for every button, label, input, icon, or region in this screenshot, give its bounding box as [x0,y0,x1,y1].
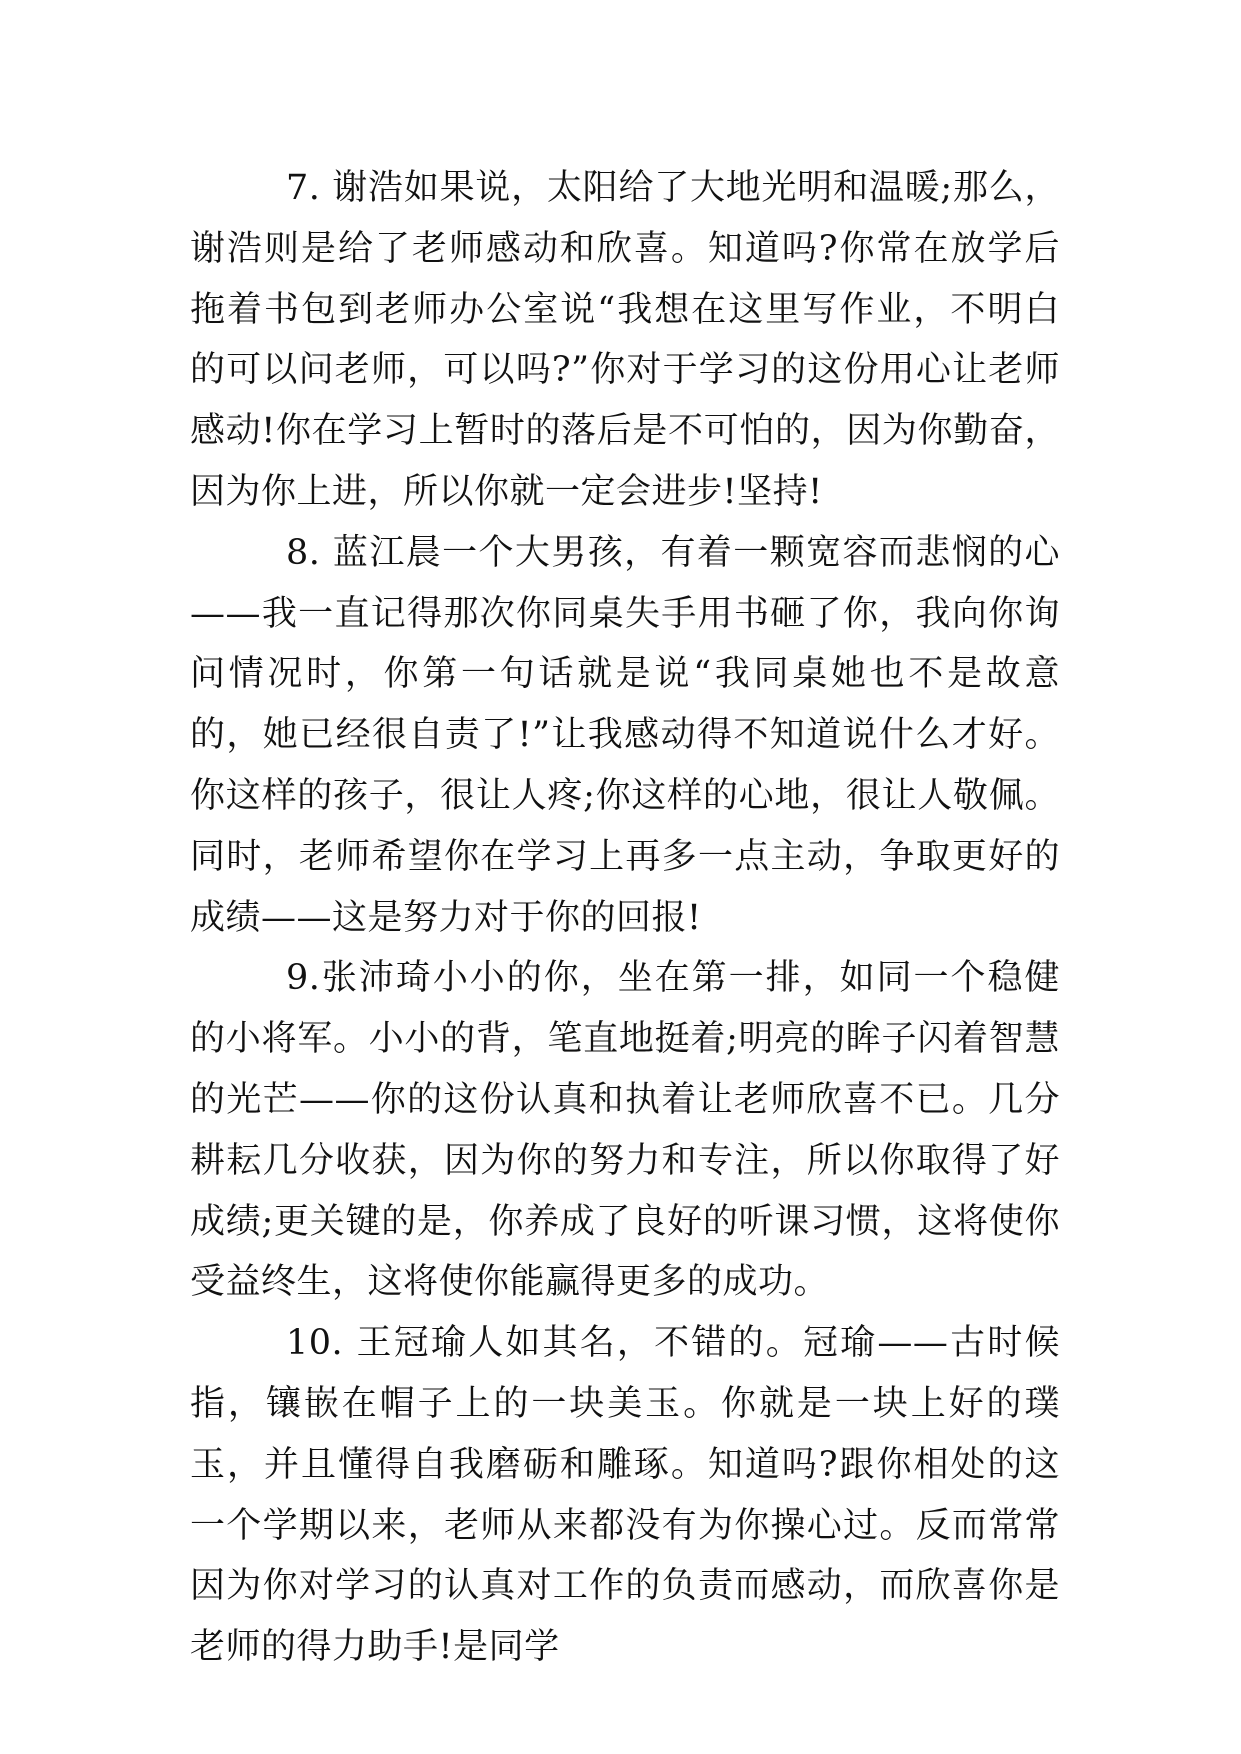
paragraph-10: 10. 王冠瑜人如其名，不错的。冠瑜——古时候指，镶嵌在帽子上的一块美玉。你就是一块上好的璞玉，并且懂得自我磨砺和雕琢。知道吗?跟你相处的这一个学期以来，老师从来都没有为你操心过。反而常常因为你对学习的认真对工作的负责而感动，而欣喜你是老师的得力助手!是同学 [190,1323,1060,1668]
document-page [190,158,1060,1678]
paragraph-7: 7. 谢浩如果说，太阳给了大地光明和温暖;那么，谢浩则是给了老师感动和欣喜。知道吗?你常在放学后拖着书包到老师办公室说“我想在这里写作业，不明白的可以问老师，可以吗?”你对于学习的这份用心让老师感动!你在学习上暂时的落后是不可怕的，因为你勤奋，因为你上进，所以你就一定会进步!坚持! [190,168,1060,512]
paragraph-9: 9.张沛琦小小的你，坐在第一排，如同一个稳健的小将军。小小的背，笔直地挺着;明亮的眸子闪着智慧的光芒——你的这份认真和执着让老师欣喜不已。几分耕耘几分收获，因为你的努力和专注，所以你取得了好成绩;更关键的是，你养成了良好的听课习惯，这将使你受益终生，这将使你能赢得更多的成功。 [190,958,1060,1303]
paragraph-8: 8. 蓝江晨一个大男孩，有着一颗宽容而悲悯的心——我一直记得那次你同桌失手用书砸了你，我向你询问情况时，你第一句话就是说“我同桌她也不是故意的，她已经很自责了!”让我感动得不知道说什么才好。你这样的孩子，很让人疼;你这样的心地，很让人敬佩。同时，老师希望你在学习上再多一点主动，争取更好的成绩——这是努力对于你的回报! [190,532,1060,938]
